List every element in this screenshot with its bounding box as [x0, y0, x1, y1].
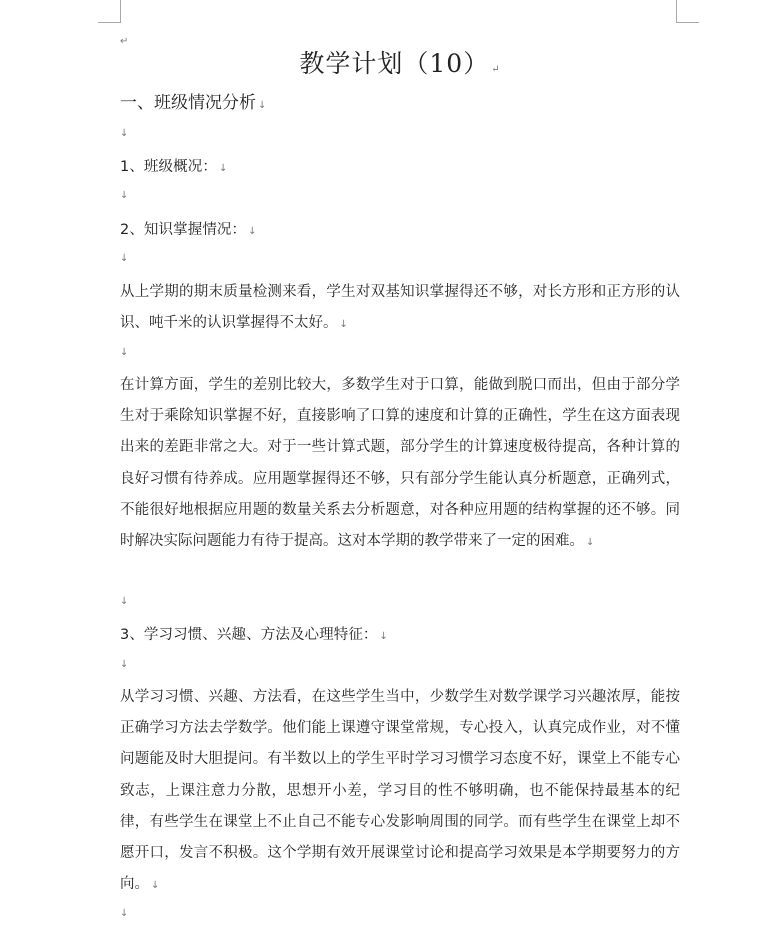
- paragraph-mark: ↓: [120, 128, 129, 139]
- paragraph-text: 在计算方面，学生的差别比较大，多数学生对于口算，能做到脱口而出，但由于部分学生对于乘除知识掌握不好，直接影响了口算的速度和计算的正确性，学生在这方面表现出来的差距非常之大。对于一些计算式题，部分学生的计算速度极待提高，各种计算的良好习惯有待养成。应用题掌握得还不够，只有部分学生能认真分析题意，正确列式，不能很好地根据应用题的数量关系去分析题意，对各种应用题的结构掌握的还不够。同时解决实际问题能力有待于提高。这对本学期的教学带来了一定的困难。: [120, 377, 680, 550]
- paragraph-mark: ↓: [120, 659, 129, 670]
- item-text: 1、班级概况：: [120, 159, 217, 175]
- paragraph-calculation[interactable]: [120, 370, 680, 558]
- section-heading-text: 一、班级情况分析: [120, 93, 256, 113]
- paragraph-mark: ↓: [248, 226, 257, 237]
- crop-mark-top-right: [676, 0, 699, 23]
- paragraph-mark: ↓: [151, 880, 160, 892]
- paragraph-mark: ↓: [120, 253, 129, 264]
- item-class-overview[interactable]: [120, 152, 227, 184]
- paragraph-mark: ↓: [218, 163, 228, 174]
- crop-mark-top-left: [98, 0, 121, 23]
- return-mark: ↵: [120, 36, 129, 47]
- paragraph-mark: ↓: [120, 908, 129, 919]
- paragraph-mark: ↓: [586, 537, 595, 549]
- paragraph-mark: ↓: [120, 190, 129, 201]
- paragraph-mark: ↓: [339, 319, 348, 331]
- paragraph-text: 从上学期的期末质量检测来看，学生对双基知识掌握得还不够，对长方形和正方形的认识、吨千米的认识掌握得不太好。: [120, 284, 680, 332]
- paragraph-mark: ↓: [379, 631, 389, 642]
- paragraph-mark: ↓: [120, 347, 129, 358]
- section-heading[interactable]: [120, 88, 266, 113]
- paragraph-mark: ↓: [120, 596, 129, 607]
- paragraph-text: 从学习习惯、兴趣、方法看，在这些学生当中，少数学生对数学课学习兴趣浓厚，能按正确学习方法去学数学。他们能上课遵守课堂常规，专心投入，认真完成作业，对不懂问题能及时大胆提问。有半数以上的学生平时学习习惯学习态度不好，课堂上不能专心致志，上课注意力分散，思想开小差，学习目的性不够明确，也不能保持最基本的纪律，有些学生在课堂上不止自己不能专心发影响周围的同学。而有些学生在课堂上却不愿开口，发言不积极。这个学期有效开展课堂讨论和提高学习效果是本学期要努力的方向。: [120, 689, 680, 893]
- item-text: 3、学习习惯、兴趣、方法及心理特征：: [120, 627, 378, 643]
- item-study-habits[interactable]: [120, 620, 388, 652]
- paragraph-exam-analysis[interactable]: [120, 277, 680, 340]
- return-mark: ↵: [491, 64, 501, 75]
- item-knowledge[interactable]: [120, 215, 257, 247]
- paragraph-mark: ↓: [258, 100, 267, 111]
- paragraph-study-habits[interactable]: [120, 682, 680, 901]
- item-text: 2、知识掌握情况：: [120, 222, 247, 238]
- title-text: 教学计划（10）: [299, 49, 490, 78]
- document-title[interactable]: [120, 44, 680, 80]
